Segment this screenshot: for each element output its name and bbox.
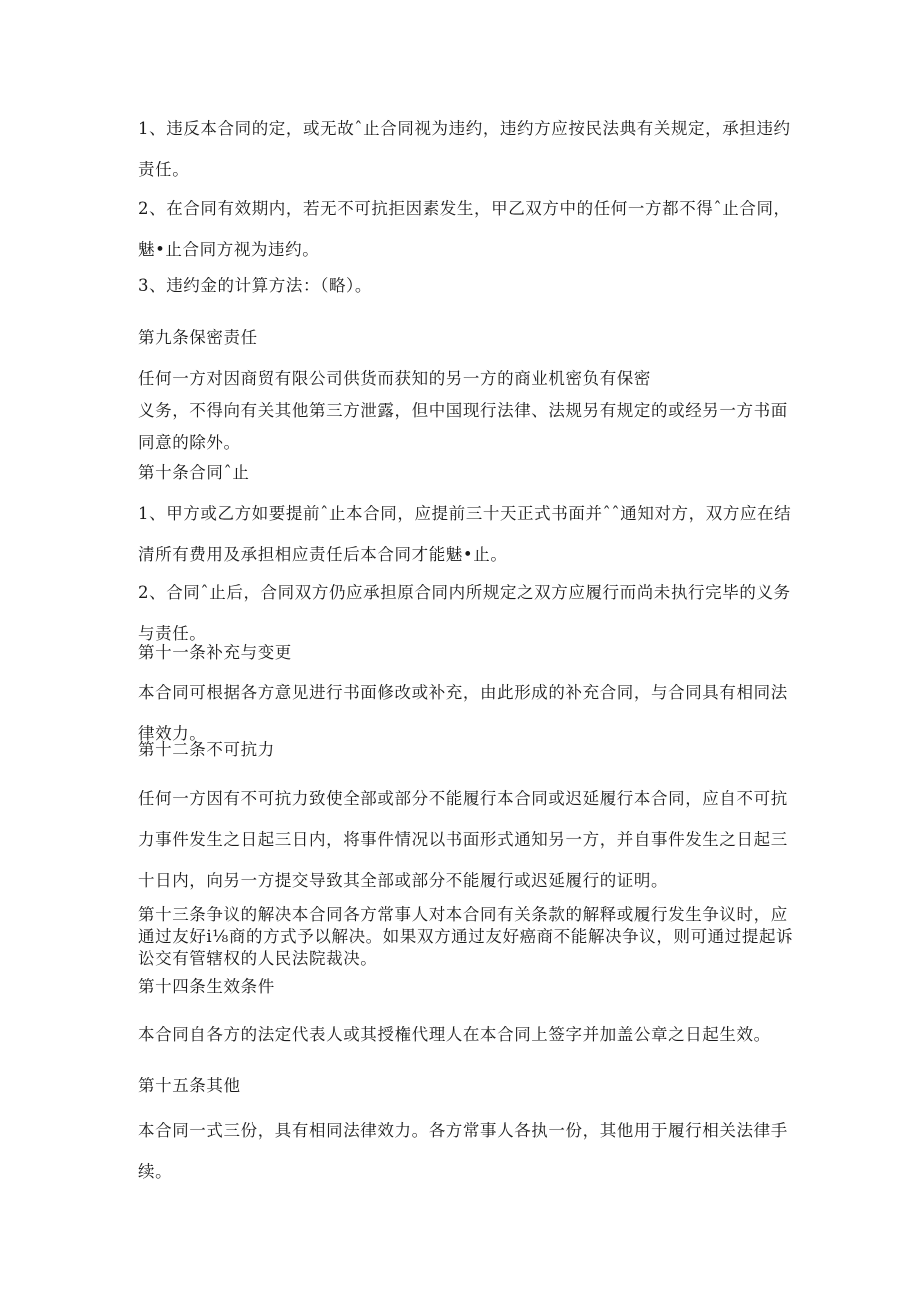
article-15-title: 第十五条其他 xyxy=(138,1076,241,1095)
article-9-title: 第九条保密责任 xyxy=(138,328,258,347)
article-9-body xyxy=(138,363,788,459)
text-line: 律效力。 xyxy=(138,724,207,743)
text-line: 2、合同ˆ止后，合同双方仍应承担原合同内所规定之双方应履行而尚未执行完毕的义务 xyxy=(138,583,791,602)
text-line: 魅•止合同方视为违约。 xyxy=(138,240,320,259)
text-line: 第十三条争议的解决本合同各方常事人对本合同有关条款的解释或履行发生争议时，应 xyxy=(138,905,788,924)
article-10-title: 第十条合同ˆ止 xyxy=(138,463,250,482)
article-13-body xyxy=(138,904,793,970)
article-12-body xyxy=(138,778,788,901)
breach-clause-2 xyxy=(138,188,791,270)
text-line: 本合同一式三份，具有相同法律效力。各方常事人各执一份，其他用于履行相关法律手 xyxy=(138,1121,788,1140)
article-10-clause-1 xyxy=(138,493,791,575)
text-line: 1、甲方或乙方如要提前ˆ止本合同，应提前三十天正式书面并ˆˆ通知对方，双方应在结 xyxy=(138,504,792,523)
breach-clause-3 xyxy=(138,265,372,306)
text-line: 责任。 xyxy=(138,160,190,179)
article-14-body xyxy=(138,1014,771,1055)
text-line: 本合同自各方的法定代表人或其授権代理人在本合同上签字并加盖公章之日起生效。 xyxy=(138,1025,771,1044)
text-line: 1、违反本合同的定，或无故ˆ止合同视为违约，违约方应按民法典有关规定，承担违约 xyxy=(138,119,791,138)
text-line: 讼交有管辖权的人民法院裁决。 xyxy=(138,949,378,968)
article-12-title: 第十二条不可抗力 xyxy=(138,740,275,759)
text-line: 续。 xyxy=(138,1162,173,1181)
text-line: 与责任。 xyxy=(138,624,207,643)
text-line: 3、违约金的计算方法：（略）。 xyxy=(138,276,372,295)
text-line: 力事件发生之日起三日内，将事件情况以书面形式通知另一方，并自事件发生之日起三 xyxy=(138,830,788,849)
text-line: 通过友好i⅛商的方式予以解决。如果双方通过友好癌商不能解决争议，则可通过提起诉 xyxy=(138,927,794,946)
text-line: 义务，不得向有关其他第三方泄露，但中国现行法律、法规另有规定的或经另一方书面 xyxy=(138,401,788,420)
text-line: 2、在合同有效期内，若无不可抗拒因素发生，甲乙双方中的任何一方都不得ˆ止合同， xyxy=(138,199,791,218)
text-line: 十日内，向另一方提交导致其全部或部分不能履行或迟延履行的证明。 xyxy=(138,871,669,890)
article-14-title: 第十四条生效条件 xyxy=(138,977,275,996)
breach-clause-1 xyxy=(138,108,791,190)
article-15-body xyxy=(138,1110,788,1192)
text-line: 本合同可根据各方意见进行书面修改或补充，由此形成的补充合同，与合同具有相同法 xyxy=(138,683,788,702)
text-line: 清所有费用及承担相应责任后本合同才能魅•止。 xyxy=(138,545,508,564)
text-line: 同意的除外。 xyxy=(138,433,241,452)
text-line: 任何一方因有不可抗力致使全部或部分不能履行本合同或迟延履行本合同，应自不可抗 xyxy=(138,789,788,808)
article-11-title: 第十一条补充与变更 xyxy=(138,643,292,662)
text-line: 任何一方对因商贸有限公司供货而获知的另一方的商业机密负有保密 xyxy=(138,369,651,388)
